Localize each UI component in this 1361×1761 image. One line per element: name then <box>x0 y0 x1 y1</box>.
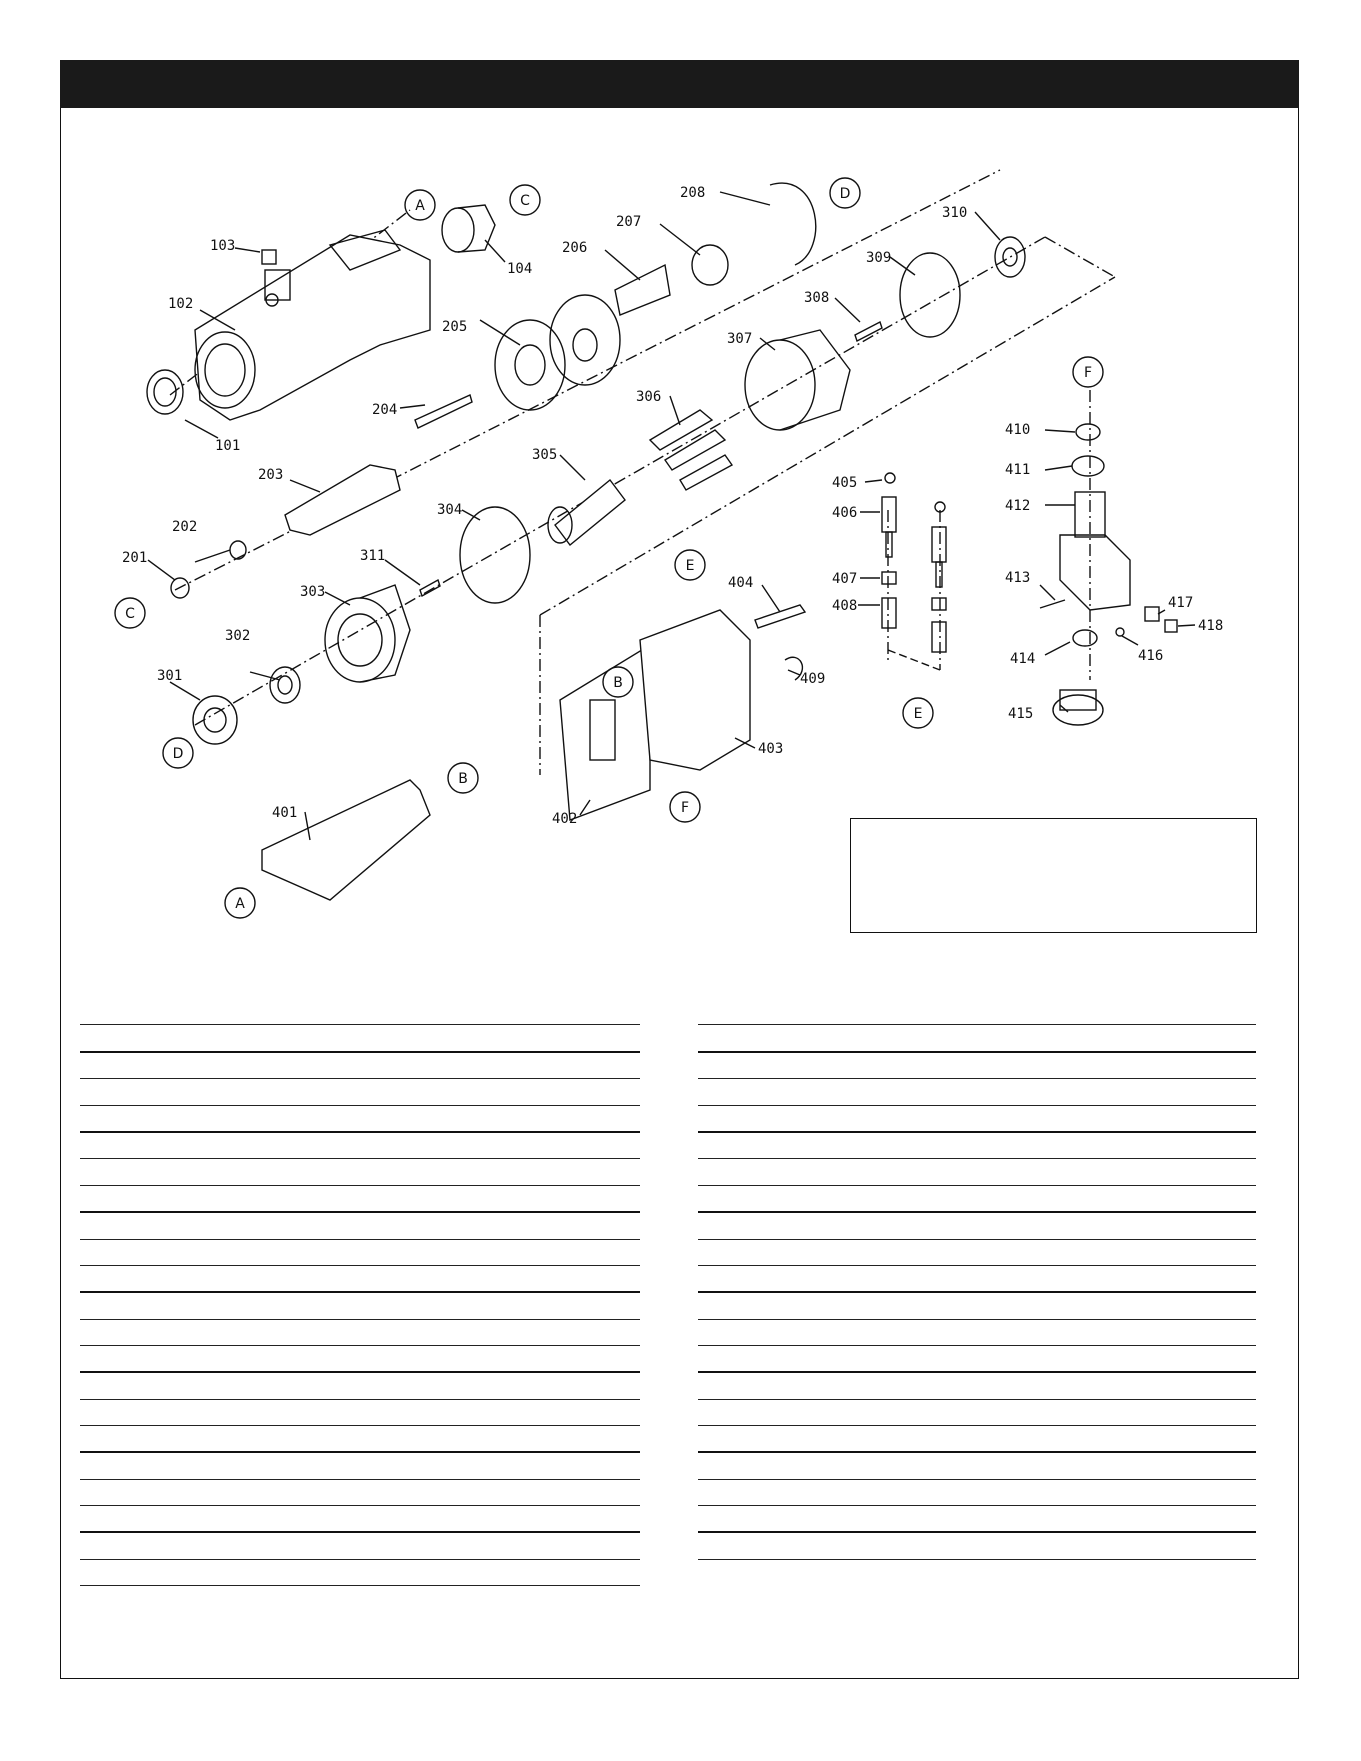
table-row <box>80 1293 640 1320</box>
callout-letter: C <box>125 606 135 622</box>
part-label: 311 <box>360 548 386 564</box>
part-label: 413 <box>1005 570 1031 586</box>
part-label: 407 <box>832 571 858 587</box>
table-row <box>698 1293 1256 1320</box>
callout-letter: A <box>235 896 245 912</box>
callout-letter: D <box>172 746 184 762</box>
part-label: 411 <box>1005 462 1031 478</box>
part-label: 202 <box>172 519 198 535</box>
callout-letter: F <box>680 800 690 816</box>
table-row <box>698 1266 1256 1293</box>
part-label: 103 <box>210 238 236 254</box>
table-row <box>80 1426 640 1453</box>
table-row <box>698 1373 1256 1400</box>
table-row <box>698 1186 1256 1213</box>
part-label: 205 <box>442 319 468 335</box>
table-row <box>698 1133 1256 1160</box>
part-label: 204 <box>372 402 398 418</box>
table-row <box>80 1186 640 1213</box>
part-label: 206 <box>562 240 588 256</box>
part-label: 208 <box>680 185 706 201</box>
part-label: 207 <box>616 214 642 230</box>
table-row <box>80 1133 640 1160</box>
part-label: 410 <box>1005 422 1031 438</box>
part-label: 203 <box>258 467 284 483</box>
parts-table-left <box>80 1024 640 1586</box>
part-label: 302 <box>225 628 251 644</box>
table-row <box>698 1106 1256 1133</box>
part-label: 417 <box>1168 595 1194 611</box>
table-row <box>698 1159 1256 1186</box>
table-row <box>80 1533 640 1560</box>
table-row <box>698 1426 1256 1453</box>
part-label: 404 <box>728 575 754 591</box>
table-row <box>80 1026 640 1053</box>
note-box <box>850 818 1257 933</box>
part-label: 304 <box>437 502 463 518</box>
table-row <box>698 1453 1256 1480</box>
part-label: 101 <box>215 438 241 454</box>
part-label: 416 <box>1138 648 1164 664</box>
table-row <box>698 1240 1256 1267</box>
table-row <box>698 1053 1256 1080</box>
part-label: 406 <box>832 505 858 521</box>
part-label: 102 <box>168 296 194 312</box>
table-row <box>698 1400 1256 1427</box>
table-row <box>698 1079 1256 1106</box>
table-row <box>80 1480 640 1507</box>
table-row <box>80 1506 640 1533</box>
part-label: 409 <box>800 671 826 687</box>
part-label: 412 <box>1005 498 1031 514</box>
part-label: 405 <box>832 475 858 491</box>
table-row <box>80 1560 640 1587</box>
part-label: 303 <box>300 584 326 600</box>
part-label: 414 <box>1010 651 1036 667</box>
table-row <box>698 1026 1256 1053</box>
callout-letter: F <box>1083 365 1093 381</box>
table-row <box>80 1266 640 1293</box>
part-label: 401 <box>272 805 298 821</box>
table-row <box>80 1453 640 1480</box>
part-label: 408 <box>832 598 858 614</box>
part-label: 307 <box>727 331 753 347</box>
callout-letter: B <box>458 771 468 787</box>
parts-table-right <box>698 1024 1256 1560</box>
table-row <box>698 1320 1256 1347</box>
table-row <box>80 1213 640 1240</box>
part-label: 309 <box>866 250 892 266</box>
table-row <box>80 1159 640 1186</box>
table-row <box>80 1106 640 1133</box>
table-row <box>698 1346 1256 1373</box>
part-label: 301 <box>157 668 183 684</box>
callout-letter: C <box>520 193 530 209</box>
table-row <box>80 1320 640 1347</box>
table-row <box>698 1506 1256 1533</box>
table-row <box>80 1240 640 1267</box>
part-label: 418 <box>1198 618 1224 634</box>
callout-letter: A <box>415 198 425 214</box>
table-row <box>698 1213 1256 1240</box>
part-label: 201 <box>122 550 148 566</box>
callout-letter: E <box>685 558 695 574</box>
part-label: 104 <box>507 261 533 277</box>
part-label: 308 <box>804 290 830 306</box>
part-label: 403 <box>758 741 784 757</box>
table-row <box>698 1533 1256 1560</box>
part-label: 305 <box>532 447 558 463</box>
table-row <box>80 1373 640 1400</box>
table-row <box>80 1053 640 1080</box>
part-label: 415 <box>1008 706 1034 722</box>
callout-letter: E <box>913 706 923 722</box>
table-row <box>80 1079 640 1106</box>
callout-letter: D <box>839 186 851 202</box>
part-label: 402 <box>552 811 578 827</box>
part-label: 310 <box>942 205 968 221</box>
table-row <box>698 1480 1256 1507</box>
table-row <box>80 1400 640 1427</box>
part-label: 306 <box>636 389 662 405</box>
callout-letter: B <box>613 675 623 691</box>
table-row <box>80 1346 640 1373</box>
